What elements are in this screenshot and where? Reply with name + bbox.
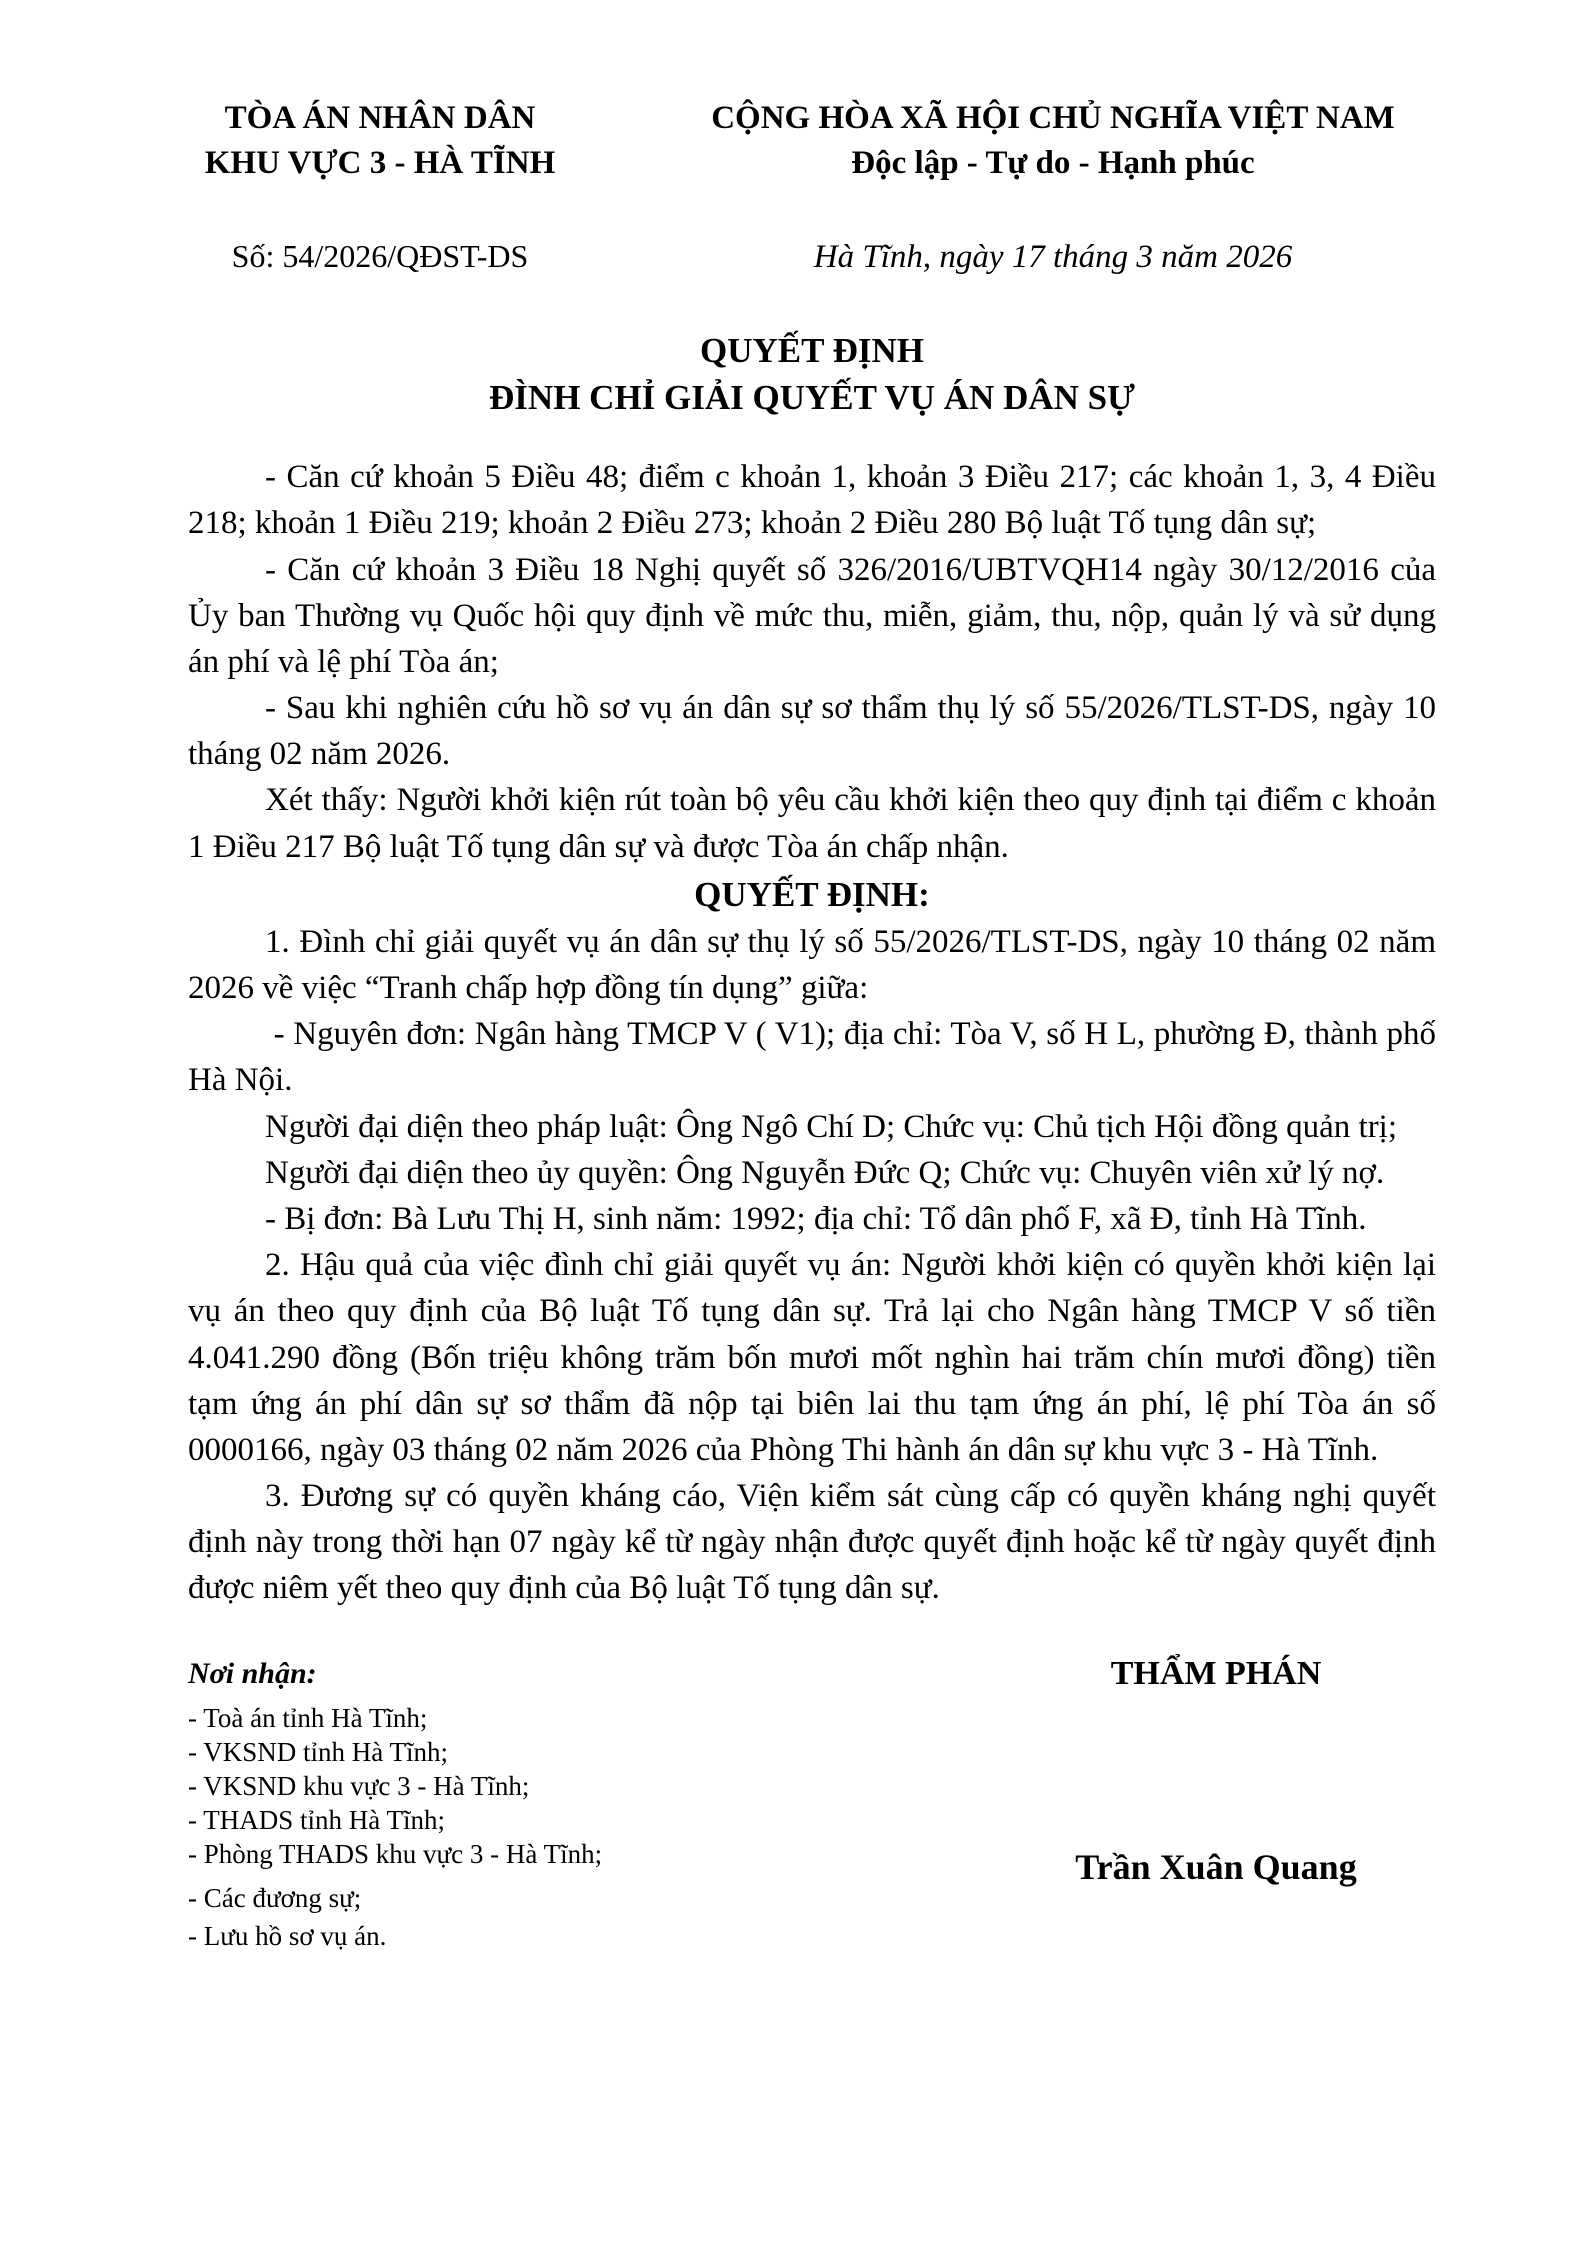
body-paragraph: Xét thấy: Người khởi kiện rút toàn bộ yêu cầu khởi kiện theo quy định tại điểm c khoản 1 Điều 217 Bộ luật Tố tụng dân sự và được Tòa án chấp nhận. xyxy=(188,782,1436,865)
body-paragraph: Người đại diện theo ủy quyền: Ông Nguyễn Đức Q; Chức vụ: Chuyên viên xử lý nợ. xyxy=(265,1154,1385,1191)
document-header xyxy=(0,0,1586,279)
document-footer xyxy=(188,1654,1456,1953)
recipient-item: - VKSND tỉnh Hà Tĩnh; xyxy=(188,1736,449,1767)
body-paragraph: - Nguyên đơn: Ngân hàng TMCP V ( V1); địa chỉ: Tòa V, số H L, phường Đ, thành phố Hà Nội. xyxy=(188,1016,1436,1099)
national-header-block xyxy=(620,96,1486,279)
national-motto: Độc lập - Tự do - Hạnh phúc xyxy=(851,144,1255,181)
recipient-item: - THADS tỉnh Hà Tĩnh; xyxy=(188,1804,446,1835)
body-paragraph: - Căn cứ khoản 3 Điều 18 Nghị quyết số 326/2016/UBTVQH14 ngày 30/12/2016 của Ủy ban Thường vụ Quốc hội quy định về mức thu, miễn, giảm, thu, nộp, quản lý và sử dụng án phí và lệ phí Tòa án; xyxy=(188,551,1436,680)
body-paragraph: Người đại diện theo pháp luật: Ông Ngô Chí D; Chức vụ: Chủ tịch Hội đồng quản trị; xyxy=(265,1108,1398,1145)
judge-title: THẨM PHÁN xyxy=(1110,1654,1322,1692)
recipients-list xyxy=(188,1701,602,1953)
body-paragraph: - Sau khi nghiên cứu hồ sơ vụ án dân sự sơ thẩm thụ lý số 55/2026/TLST-DS, ngày 10 tháng 02 năm 2026. xyxy=(188,690,1436,773)
place-date-line: Hà Tĩnh, ngày 17 tháng 3 năm 2026 xyxy=(813,238,1293,275)
recipient-item: - Các đương sự; xyxy=(188,1882,362,1913)
body-paragraph: 2. Hậu quả của việc đình chỉ giải quyết vụ án: Người khởi kiện có quyền khởi kiện lại vụ án theo quy định của Bộ luật Tố tụng dân sự. Trả lại cho Ngân hàng TMCP V số tiền 4.041.290 đồng (Bốn triệu không trăm bốn mươi mốt nghìn hai trăm chín mươi đồng) tiền tạm ứng án phí dân sự sơ thẩm đã nộp tại biên lai thu tạm ứng án phí, lệ phí Tòa án số 0000166, ngày 03 tháng 02 năm 2026 của Phòng Thi hành án dân sự khu vực 3 - Hà Tĩnh. xyxy=(188,1247,1436,1468)
document-title-block xyxy=(188,327,1436,422)
body-paragraph: - Bị đơn: Bà Lưu Thị H, sinh năm: 1992; địa chỉ: Tổ dân phố F, xã Đ, tỉnh Hà Tĩnh. xyxy=(265,1200,1367,1237)
court-name-line2: KHU VỰC 3 - HÀ TĨNH xyxy=(204,144,556,181)
body-paragraph: 1. Đình chỉ giải quyết vụ án dân sự thụ lý số 55/2026/TLST-DS, ngày 10 tháng 02 năm 2026 về việc “Tranh chấp hợp đồng tín dụng” giữa: xyxy=(188,923,1436,1007)
recipient-item: - Toà án tỉnh Hà Tĩnh; xyxy=(188,1702,428,1733)
body-paragraph: 3. Đương sự có quyền kháng cáo, Viện kiểm sát cùng cấp có quyền kháng nghị quyết định này trong thời hạn 07 ngày kể từ ngày nhận được quyết định hoặc kể từ ngày quyết định được niêm yết theo quy định của Bộ luật Tố tụng dân sự. xyxy=(188,1478,1436,1607)
section-heading: QUYẾT ĐỊNH: xyxy=(694,874,930,914)
national-title: CỘNG HÒA XÃ HỘI CHỦ NGHĨA VIỆT NAM xyxy=(711,100,1395,136)
recipients-block xyxy=(188,1654,602,1953)
document-subtitle: ĐÌNH CHỈ GIẢI QUYẾT VỤ ÁN DÂN SỰ xyxy=(489,377,1135,417)
recipients-label: Nơi nhận: xyxy=(188,1656,317,1690)
issuing-court-block xyxy=(140,96,620,279)
recipient-item: - VKSND khu vực 3 - Hà Tĩnh; xyxy=(188,1770,530,1801)
recipient-item: - Lưu hồ sơ vụ án. xyxy=(188,1920,387,1951)
document-body xyxy=(188,454,1436,1612)
signature-block xyxy=(976,1654,1456,1953)
recipient-item: - Phòng THADS khu vực 3 - Hà Tĩnh; xyxy=(188,1838,603,1869)
judge-name: Trần Xuân Quang xyxy=(1075,1847,1357,1888)
document-number: Số: 54/2026/QĐST-DS xyxy=(231,237,529,274)
court-name-line1: TÒA ÁN NHÂN DÂN xyxy=(224,100,536,136)
body-paragraph: - Căn cứ khoản 5 Điều 48; điểm c khoản 1, khoản 3 Điều 217; các khoản 1, 3, 4 Điều 218; khoản 1 Điều 219; khoản 2 Điều 273; khoản 2 Điều 280 Bộ luật Tố tụng dân sự; xyxy=(188,459,1436,542)
document-title: QUYẾT ĐỊNH xyxy=(700,330,924,370)
